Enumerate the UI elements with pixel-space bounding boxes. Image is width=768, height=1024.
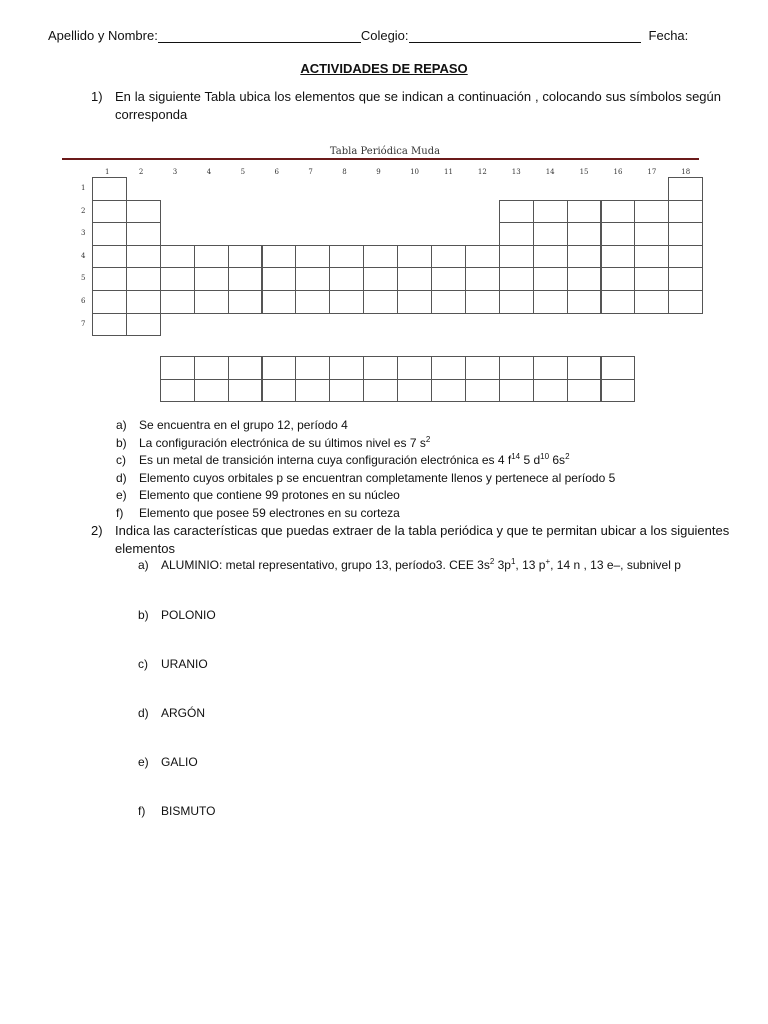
element-cell[interactable] bbox=[668, 267, 703, 291]
element-cell[interactable] bbox=[363, 379, 398, 403]
element-cell[interactable] bbox=[92, 245, 127, 269]
element-cell[interactable] bbox=[634, 290, 669, 314]
item-marker: c) bbox=[138, 657, 148, 671]
item-text bbox=[139, 505, 400, 523]
period-label: 5 bbox=[81, 274, 86, 283]
element-cell[interactable] bbox=[601, 245, 636, 269]
item-marker: e) bbox=[116, 488, 127, 503]
element-cell[interactable] bbox=[160, 245, 195, 269]
element-cell[interactable] bbox=[601, 222, 636, 246]
element-cell[interactable] bbox=[363, 267, 398, 291]
text-run: GALIO bbox=[161, 755, 198, 769]
item-text bbox=[161, 656, 208, 674]
element-cell[interactable] bbox=[499, 222, 534, 246]
question-1 bbox=[91, 88, 721, 128]
element-cell[interactable] bbox=[533, 356, 568, 380]
element-cell[interactable] bbox=[228, 245, 263, 269]
school-label: Colegio: bbox=[360, 28, 409, 43]
element-cell[interactable] bbox=[533, 245, 568, 269]
period-label: 1 bbox=[81, 184, 86, 192]
group-label: 7 bbox=[308, 168, 313, 176]
element-cell[interactable] bbox=[567, 200, 602, 224]
period-label: 2 bbox=[81, 206, 86, 215]
element-cell[interactable] bbox=[668, 222, 703, 246]
text-run: Es un metal de transición interna cuya configuración electrónica es 4 f bbox=[139, 453, 512, 468]
element-cell[interactable] bbox=[465, 290, 500, 314]
item-text bbox=[161, 803, 215, 821]
element-cell[interactable] bbox=[567, 267, 602, 291]
group-label: 4 bbox=[206, 168, 212, 176]
element-cell[interactable] bbox=[533, 267, 568, 291]
element-cell[interactable] bbox=[262, 245, 297, 269]
group-label: 17 bbox=[647, 168, 657, 176]
item-text bbox=[161, 754, 198, 772]
element-cell[interactable] bbox=[160, 267, 195, 291]
element-cell[interactable] bbox=[431, 356, 466, 380]
question-2-items bbox=[138, 557, 738, 827]
element-cell[interactable] bbox=[465, 379, 500, 403]
title-rule bbox=[62, 158, 699, 160]
item-marker: a) bbox=[138, 558, 149, 572]
element-cell[interactable] bbox=[228, 379, 263, 403]
group-label: 16 bbox=[613, 168, 623, 176]
question-2 bbox=[91, 522, 731, 562]
item-marker: e) bbox=[138, 755, 149, 769]
item-marker: d) bbox=[138, 706, 149, 720]
element-cell[interactable] bbox=[295, 379, 330, 403]
element-cell[interactable] bbox=[363, 356, 398, 380]
name-field[interactable] bbox=[158, 28, 361, 43]
group-label: 9 bbox=[376, 168, 381, 176]
group-label: 14 bbox=[545, 168, 555, 176]
element-cell[interactable] bbox=[329, 290, 364, 314]
period-label: 6 bbox=[81, 297, 86, 305]
text-run: 3p bbox=[494, 558, 511, 572]
text-run: La configuración electrónica de su últimos nivel es 7 s bbox=[139, 435, 426, 450]
item-text bbox=[139, 417, 348, 435]
element-cell[interactable] bbox=[92, 177, 127, 201]
text-run: Elemento que contiene 99 protones en su núcleo bbox=[139, 488, 400, 503]
superscript: 10 bbox=[540, 452, 550, 462]
superscript: 2 bbox=[489, 557, 495, 566]
element-cell[interactable] bbox=[126, 267, 161, 291]
element-cell[interactable] bbox=[194, 267, 229, 291]
element-cell[interactable] bbox=[295, 267, 330, 291]
period-label: 4 bbox=[81, 251, 86, 260]
element-cell[interactable] bbox=[397, 356, 432, 380]
element-cell[interactable] bbox=[228, 356, 263, 380]
element-cell[interactable] bbox=[499, 379, 534, 403]
question-2-number: 2) bbox=[91, 523, 103, 538]
item-marker: c) bbox=[116, 453, 126, 468]
element-cell[interactable] bbox=[601, 290, 636, 314]
question-1-items bbox=[116, 417, 716, 525]
group-label: 3 bbox=[172, 168, 178, 176]
element-cell[interactable] bbox=[295, 245, 330, 269]
text-run: , 14 n , 13 e–, subnivel p bbox=[550, 558, 681, 572]
name-label: Apellido y Nombre: bbox=[48, 28, 158, 43]
element-cell[interactable] bbox=[363, 245, 398, 269]
element-cell[interactable] bbox=[126, 222, 161, 246]
item-marker: d) bbox=[116, 470, 127, 485]
group-label: 5 bbox=[240, 168, 246, 176]
element-cell[interactable] bbox=[601, 356, 636, 380]
element-cell[interactable] bbox=[634, 200, 669, 224]
element-cell[interactable] bbox=[567, 290, 602, 314]
element-cell[interactable] bbox=[92, 290, 127, 314]
date-label: Fecha: bbox=[648, 28, 689, 43]
element-cell[interactable] bbox=[533, 290, 568, 314]
item-text bbox=[139, 435, 430, 453]
element-cell[interactable] bbox=[295, 356, 330, 380]
element-cell[interactable] bbox=[499, 267, 534, 291]
item-text bbox=[161, 705, 205, 723]
header-line bbox=[48, 28, 728, 46]
question-1-text: En la siguiente Tabla ubica los elementos que se indican a continuación , colocando sus símbolos según corresponda bbox=[115, 89, 721, 122]
element-cell[interactable] bbox=[194, 290, 229, 314]
element-cell[interactable] bbox=[126, 313, 161, 337]
element-cell[interactable] bbox=[295, 290, 330, 314]
element-cell[interactable] bbox=[668, 177, 703, 201]
element-cell[interactable] bbox=[567, 245, 602, 269]
group-label: 11 bbox=[444, 168, 453, 176]
superscript: 2 bbox=[565, 452, 570, 462]
text-run: ALUMINIO: metal representativo, grupo 13, período3. CEE 3s bbox=[161, 558, 490, 572]
element-cell[interactable] bbox=[567, 222, 602, 246]
element-cell[interactable] bbox=[92, 222, 127, 246]
element-cell[interactable] bbox=[329, 379, 364, 403]
text-run: 6s bbox=[549, 453, 566, 468]
element-cell[interactable] bbox=[431, 267, 466, 291]
element-cell[interactable] bbox=[601, 200, 636, 224]
element-cell[interactable] bbox=[126, 245, 161, 269]
element-cell[interactable] bbox=[567, 356, 602, 380]
item-marker: f) bbox=[138, 804, 146, 818]
text-run: BISMUTO bbox=[161, 804, 216, 818]
element-cell[interactable] bbox=[329, 245, 364, 269]
superscript: 14 bbox=[511, 452, 521, 462]
question-1-number: 1) bbox=[91, 89, 103, 104]
element-cell[interactable] bbox=[465, 356, 500, 380]
element-cell[interactable] bbox=[533, 222, 568, 246]
element-cell[interactable] bbox=[668, 290, 703, 314]
element-cell[interactable] bbox=[499, 290, 534, 314]
element-cell[interactable] bbox=[126, 200, 161, 224]
item-text bbox=[139, 452, 570, 470]
element-cell[interactable] bbox=[329, 267, 364, 291]
element-cell[interactable] bbox=[262, 267, 297, 291]
item-text bbox=[139, 487, 400, 505]
element-cell[interactable] bbox=[601, 379, 636, 403]
period-label: 3 bbox=[81, 229, 86, 238]
element-cell[interactable] bbox=[160, 290, 195, 314]
element-cell[interactable] bbox=[668, 200, 703, 224]
element-cell[interactable] bbox=[194, 245, 229, 269]
table-title: Tabla Periódica Muda bbox=[329, 146, 441, 157]
element-cell[interactable] bbox=[533, 200, 568, 224]
element-cell[interactable] bbox=[194, 379, 229, 403]
element-cell[interactable] bbox=[92, 313, 127, 337]
element-cell[interactable] bbox=[329, 356, 364, 380]
element-cell[interactable] bbox=[465, 245, 500, 269]
element-cell[interactable] bbox=[567, 379, 602, 403]
text-run: ARGÓN bbox=[161, 706, 206, 720]
item-text bbox=[139, 470, 615, 488]
element-cell[interactable] bbox=[262, 379, 297, 403]
element-cell[interactable] bbox=[499, 356, 534, 380]
item-marker: b) bbox=[116, 435, 127, 450]
element-cell[interactable] bbox=[499, 200, 534, 224]
element-cell[interactable] bbox=[228, 290, 263, 314]
element-cell[interactable] bbox=[160, 379, 195, 403]
group-label: 10 bbox=[410, 168, 420, 176]
text-run: POLONIO bbox=[161, 608, 216, 622]
item-text bbox=[161, 557, 681, 575]
group-label: 13 bbox=[511, 168, 521, 176]
group-label: 2 bbox=[138, 168, 144, 176]
page-title: ACTIVIDADES DE REPASO bbox=[300, 61, 468, 76]
element-cell[interactable] bbox=[634, 245, 669, 269]
element-cell[interactable] bbox=[431, 290, 466, 314]
element-cell[interactable] bbox=[397, 245, 432, 269]
text-run: Elemento que posee 59 electrones en su corteza bbox=[139, 506, 400, 520]
element-cell[interactable] bbox=[431, 379, 466, 403]
text-run: Se encuentra en el grupo 12, período 4 bbox=[139, 418, 348, 432]
element-cell[interactable] bbox=[634, 267, 669, 291]
element-cell[interactable] bbox=[228, 267, 263, 291]
element-cell[interactable] bbox=[668, 245, 703, 269]
periodic-table bbox=[60, 144, 710, 404]
element-cell[interactable] bbox=[363, 290, 398, 314]
element-cell[interactable] bbox=[431, 245, 466, 269]
element-cell[interactable] bbox=[601, 267, 636, 291]
superscript: 1 bbox=[510, 557, 516, 566]
element-cell[interactable] bbox=[262, 356, 297, 380]
element-cell[interactable] bbox=[634, 222, 669, 246]
superscript: + bbox=[545, 557, 551, 566]
element-cell[interactable] bbox=[397, 267, 432, 291]
text-run: , 13 p bbox=[515, 558, 546, 572]
question-2-text: Indica las características que puedas extraer de la tabla periódica y que te permitan ubicar a los siguientes elementos bbox=[115, 523, 730, 556]
element-cell[interactable] bbox=[92, 267, 127, 291]
item-marker: b) bbox=[138, 608, 149, 622]
group-label: 1 bbox=[105, 168, 110, 176]
group-label: 6 bbox=[274, 168, 279, 176]
element-cell[interactable] bbox=[397, 290, 432, 314]
school-field[interactable] bbox=[409, 28, 641, 43]
element-cell[interactable] bbox=[465, 267, 500, 291]
item-text bbox=[161, 607, 216, 625]
group-label: 18 bbox=[681, 168, 691, 176]
superscript: 2 bbox=[425, 434, 431, 444]
item-marker: a) bbox=[116, 418, 127, 432]
element-cell[interactable] bbox=[160, 356, 195, 380]
element-cell[interactable] bbox=[92, 200, 127, 224]
text-run: 5 d bbox=[520, 453, 541, 468]
element-cell[interactable] bbox=[499, 245, 534, 269]
text-run: URANIO bbox=[161, 657, 208, 671]
element-cell[interactable] bbox=[194, 356, 229, 380]
text-run: Elemento cuyos orbitales p se encuentran completamente llenos y pertenece al período 5 bbox=[139, 470, 616, 485]
item-marker: f) bbox=[116, 506, 124, 520]
element-cell[interactable] bbox=[533, 379, 568, 403]
element-cell[interactable] bbox=[126, 290, 161, 314]
element-cell[interactable] bbox=[397, 379, 432, 403]
element-cell[interactable] bbox=[262, 290, 297, 314]
group-label: 8 bbox=[342, 168, 347, 176]
period-label: 7 bbox=[81, 319, 86, 328]
group-label: 12 bbox=[477, 168, 487, 176]
group-label: 15 bbox=[579, 168, 589, 176]
